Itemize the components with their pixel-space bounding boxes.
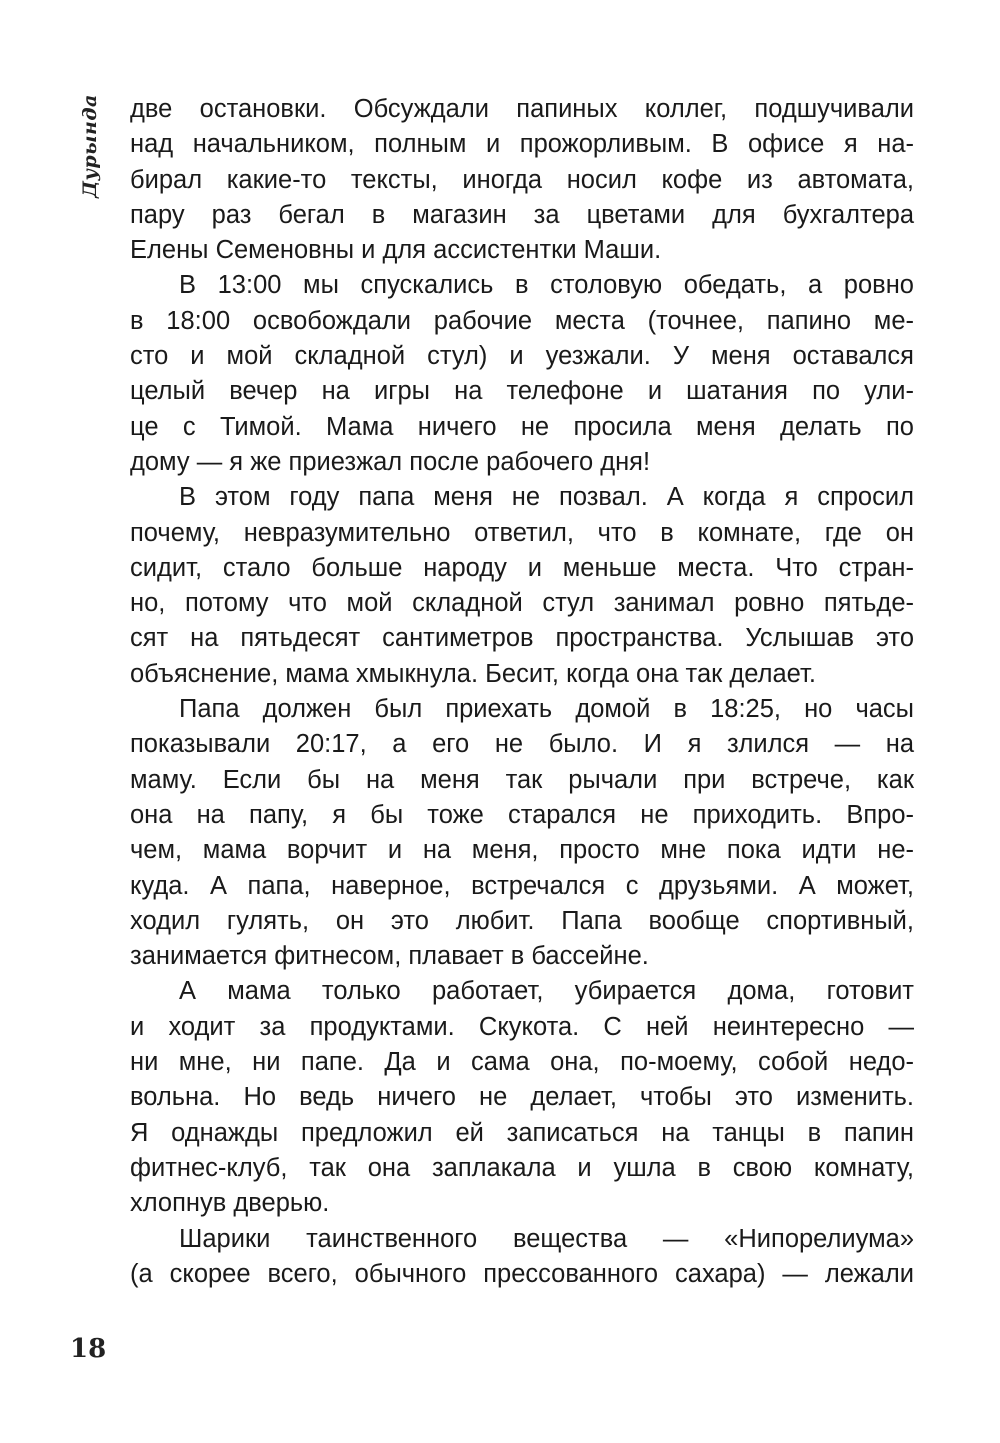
text-line: в 18:00 освобождали рабочие места (точнее, папино ме-	[130, 306, 914, 335]
text-line: почему, невразумительно ответил, что в комнате, где он	[130, 518, 914, 547]
paragraph	[130, 974, 914, 1221]
paragraph	[130, 1222, 914, 1293]
running-head-title: Дурында	[79, 94, 102, 198]
text-line: ни мне, ни папе. Да и сама она, по-моему, собой недо-	[130, 1048, 914, 1077]
paragraph	[130, 268, 914, 480]
text-line: показывали 20:17, а его не было. И я злился — на	[130, 730, 914, 759]
text-line: дому — я же приезжал после рабочего дня!	[130, 447, 651, 476]
text-line: Папа должен был приехать домой в 18:25, но часы	[179, 695, 914, 724]
text-line: она на папу, я бы тоже старался не приходить. Впро-	[130, 800, 914, 829]
text-line: ходил гулять, он это любит. Папа вообще спортивный,	[130, 906, 914, 935]
text-line: В этом году папа меня не позвал. А когда я спросил	[179, 483, 914, 512]
text-line: (а скорее всего, обычного прессованного сахара) — лежали	[130, 1259, 914, 1288]
text-line: сят на пятьдесят сантиметров пространства. Услышав это	[130, 624, 914, 653]
text-line: В 13:00 мы спускались в столовую обедать, а ровно	[179, 271, 914, 300]
text-line: но, потому что мой складной стул занимал ровно пятьде-	[130, 589, 914, 618]
text-line: бирал какие-то тексты, иногда носил кофе из автомата,	[130, 165, 914, 194]
text-line: сидит, стало больше народу и меньше места. Что стран-	[130, 553, 914, 582]
text-line: хлопнув дверью.	[130, 1189, 330, 1218]
text-line: пару раз бегал в магазин за цветами для бухгалтера	[130, 200, 914, 229]
text-line: Елены Семеновны и для ассистентки Маши.	[130, 236, 662, 265]
text-line: чем, мама ворчит и на меня, просто мне пока идти не-	[130, 836, 914, 865]
text-line: куда. А папа, наверное, встречался с друзьями. А может,	[130, 871, 914, 900]
text-line: сто и мой складной стул) и уезжали. У меня оставался	[130, 342, 914, 371]
text-line: Шарики таинственного вещества — «Нипорелиума»	[179, 1224, 914, 1253]
text-line: маму. Если бы на меня так рычали при встрече, как	[130, 765, 914, 794]
text-line: над начальником, полным и прожорливым. В офисе я на-	[130, 130, 914, 159]
paragraph	[130, 692, 914, 974]
text-line: А мама только работает, убирается дома, готовит	[179, 977, 914, 1006]
text-line: це с Тимой. Мама ничего не просила меня делать по	[130, 412, 914, 441]
text-line: и ходит за продуктами. Скукота. С ней неинтересно —	[130, 1012, 914, 1041]
text-line: две остановки. Обсуждали папиных коллег, подшучивали	[130, 95, 914, 123]
text-line: целый вечер на игры на телефоне и шатания по ули-	[130, 377, 914, 406]
text-line: фитнес-клуб, так она заплакала и ушла в свою комнату,	[130, 1153, 914, 1182]
text-line: вольна. Но ведь ничего не делает, чтобы это изменить.	[130, 1083, 914, 1112]
text-body	[130, 92, 914, 1292]
text-line: объяснение, мама хмыкнула. Бесит, когда она так делает.	[130, 659, 816, 688]
text-line: Я однажды предложил ей записаться на танцы в папин	[130, 1118, 914, 1147]
running-head	[70, 96, 110, 196]
page-number: 18	[70, 1334, 107, 1364]
paragraph	[130, 480, 914, 692]
text-line: занимается фитнесом, плавает в бассейне.	[130, 942, 649, 971]
paragraph	[130, 92, 914, 268]
